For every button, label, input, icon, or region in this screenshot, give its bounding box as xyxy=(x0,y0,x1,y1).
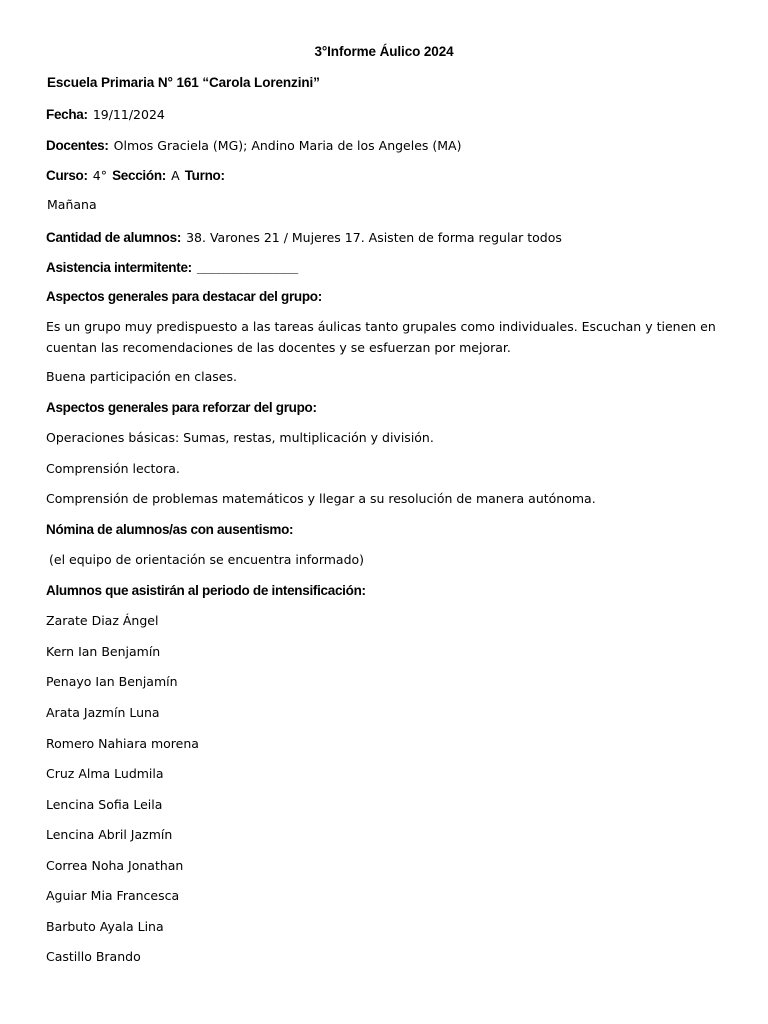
fecha-value: 19/11/2024 xyxy=(92,107,165,122)
fecha-label: Fecha: xyxy=(46,107,88,122)
student-list-item: Romero Nahiara morena xyxy=(46,736,199,751)
curso-label: Curso: xyxy=(46,168,88,183)
asistencia-blank: ______________ xyxy=(196,260,298,275)
reforzar-item: Operaciones básicas: Sumas, restas, multiplicación y división. xyxy=(46,430,434,445)
asistencia-row xyxy=(46,259,298,275)
cantidad-row xyxy=(46,229,562,245)
fecha-row xyxy=(46,106,165,122)
seccion-value: A xyxy=(171,168,180,183)
destacar-extra: Buena participación en clases. xyxy=(46,369,237,384)
student-list-item: Lencina Sofia Leila xyxy=(46,797,163,812)
student-list-item: Cruz Alma Ludmila xyxy=(46,766,164,781)
report-title: 3°Informe Áulico 2024 xyxy=(314,44,454,59)
student-list-item: Castillo Brando xyxy=(46,949,141,964)
reforzar-heading: Aspectos generales para reforzar del grupo: xyxy=(46,400,317,415)
student-list-item: Lencina Abril Jazmín xyxy=(46,827,173,842)
reforzar-item: Comprensión de problemas matemáticos y llegar a su resolución de manera autónoma. xyxy=(46,491,596,506)
seccion-label: Sección: xyxy=(112,168,166,183)
docentes-label: Docentes: xyxy=(46,138,109,153)
curso-value: 4° xyxy=(92,168,107,183)
destacar-heading: Aspectos generales para destacar del grupo: xyxy=(46,289,322,304)
student-list-item: Arata Jazmín Luna xyxy=(46,705,160,720)
ausentismo-note: (el equipo de orientación se encuentra informado) xyxy=(49,552,365,567)
cantidad-value: 38. Varones 21 / Mujeres 17. Asisten de forma regular todos xyxy=(186,230,562,245)
ausentismo-heading: Nómina de alumnos/as con ausentismo: xyxy=(46,522,294,537)
student-list-item: Aguiar Mia Francesca xyxy=(46,888,180,903)
asistencia-label: Asistencia intermitente: xyxy=(46,260,192,275)
student-list-item: Correa Noha Jonathan xyxy=(46,858,184,873)
docentes-value: Olmos Graciela (MG); Andino Maria de los Angeles (MA) xyxy=(113,138,462,153)
turno-label: Turno: xyxy=(184,168,225,183)
curso-row xyxy=(46,167,225,183)
student-list-item: Penayo Ian Benjamín xyxy=(46,674,178,689)
school-name: Escuela Primaria N° 161 “Carola Lorenzini” xyxy=(47,75,320,90)
cantidad-label: Cantidad de alumnos: xyxy=(46,230,182,245)
student-list-item: Kern Ian Benjamín xyxy=(46,644,161,659)
turno-value: Mañana xyxy=(47,197,97,212)
student-list-item: Barbuto Ayala Lina xyxy=(46,919,164,934)
intensificacion-heading: Alumnos que asistirán al periodo de intensificación: xyxy=(46,583,366,598)
destacar-paragraph: Es un grupo muy predispuesto a las tareas áulicas tanto grupales como individuales. Escuchan y tienen en cuentan las recomendaciones de las docentes y se esfuerzan por mejorar. xyxy=(46,319,716,355)
docentes-row xyxy=(46,137,462,153)
reforzar-item: Comprensión lectora. xyxy=(46,461,180,476)
student-list-item: Zarate Diaz Ángel xyxy=(46,613,159,628)
